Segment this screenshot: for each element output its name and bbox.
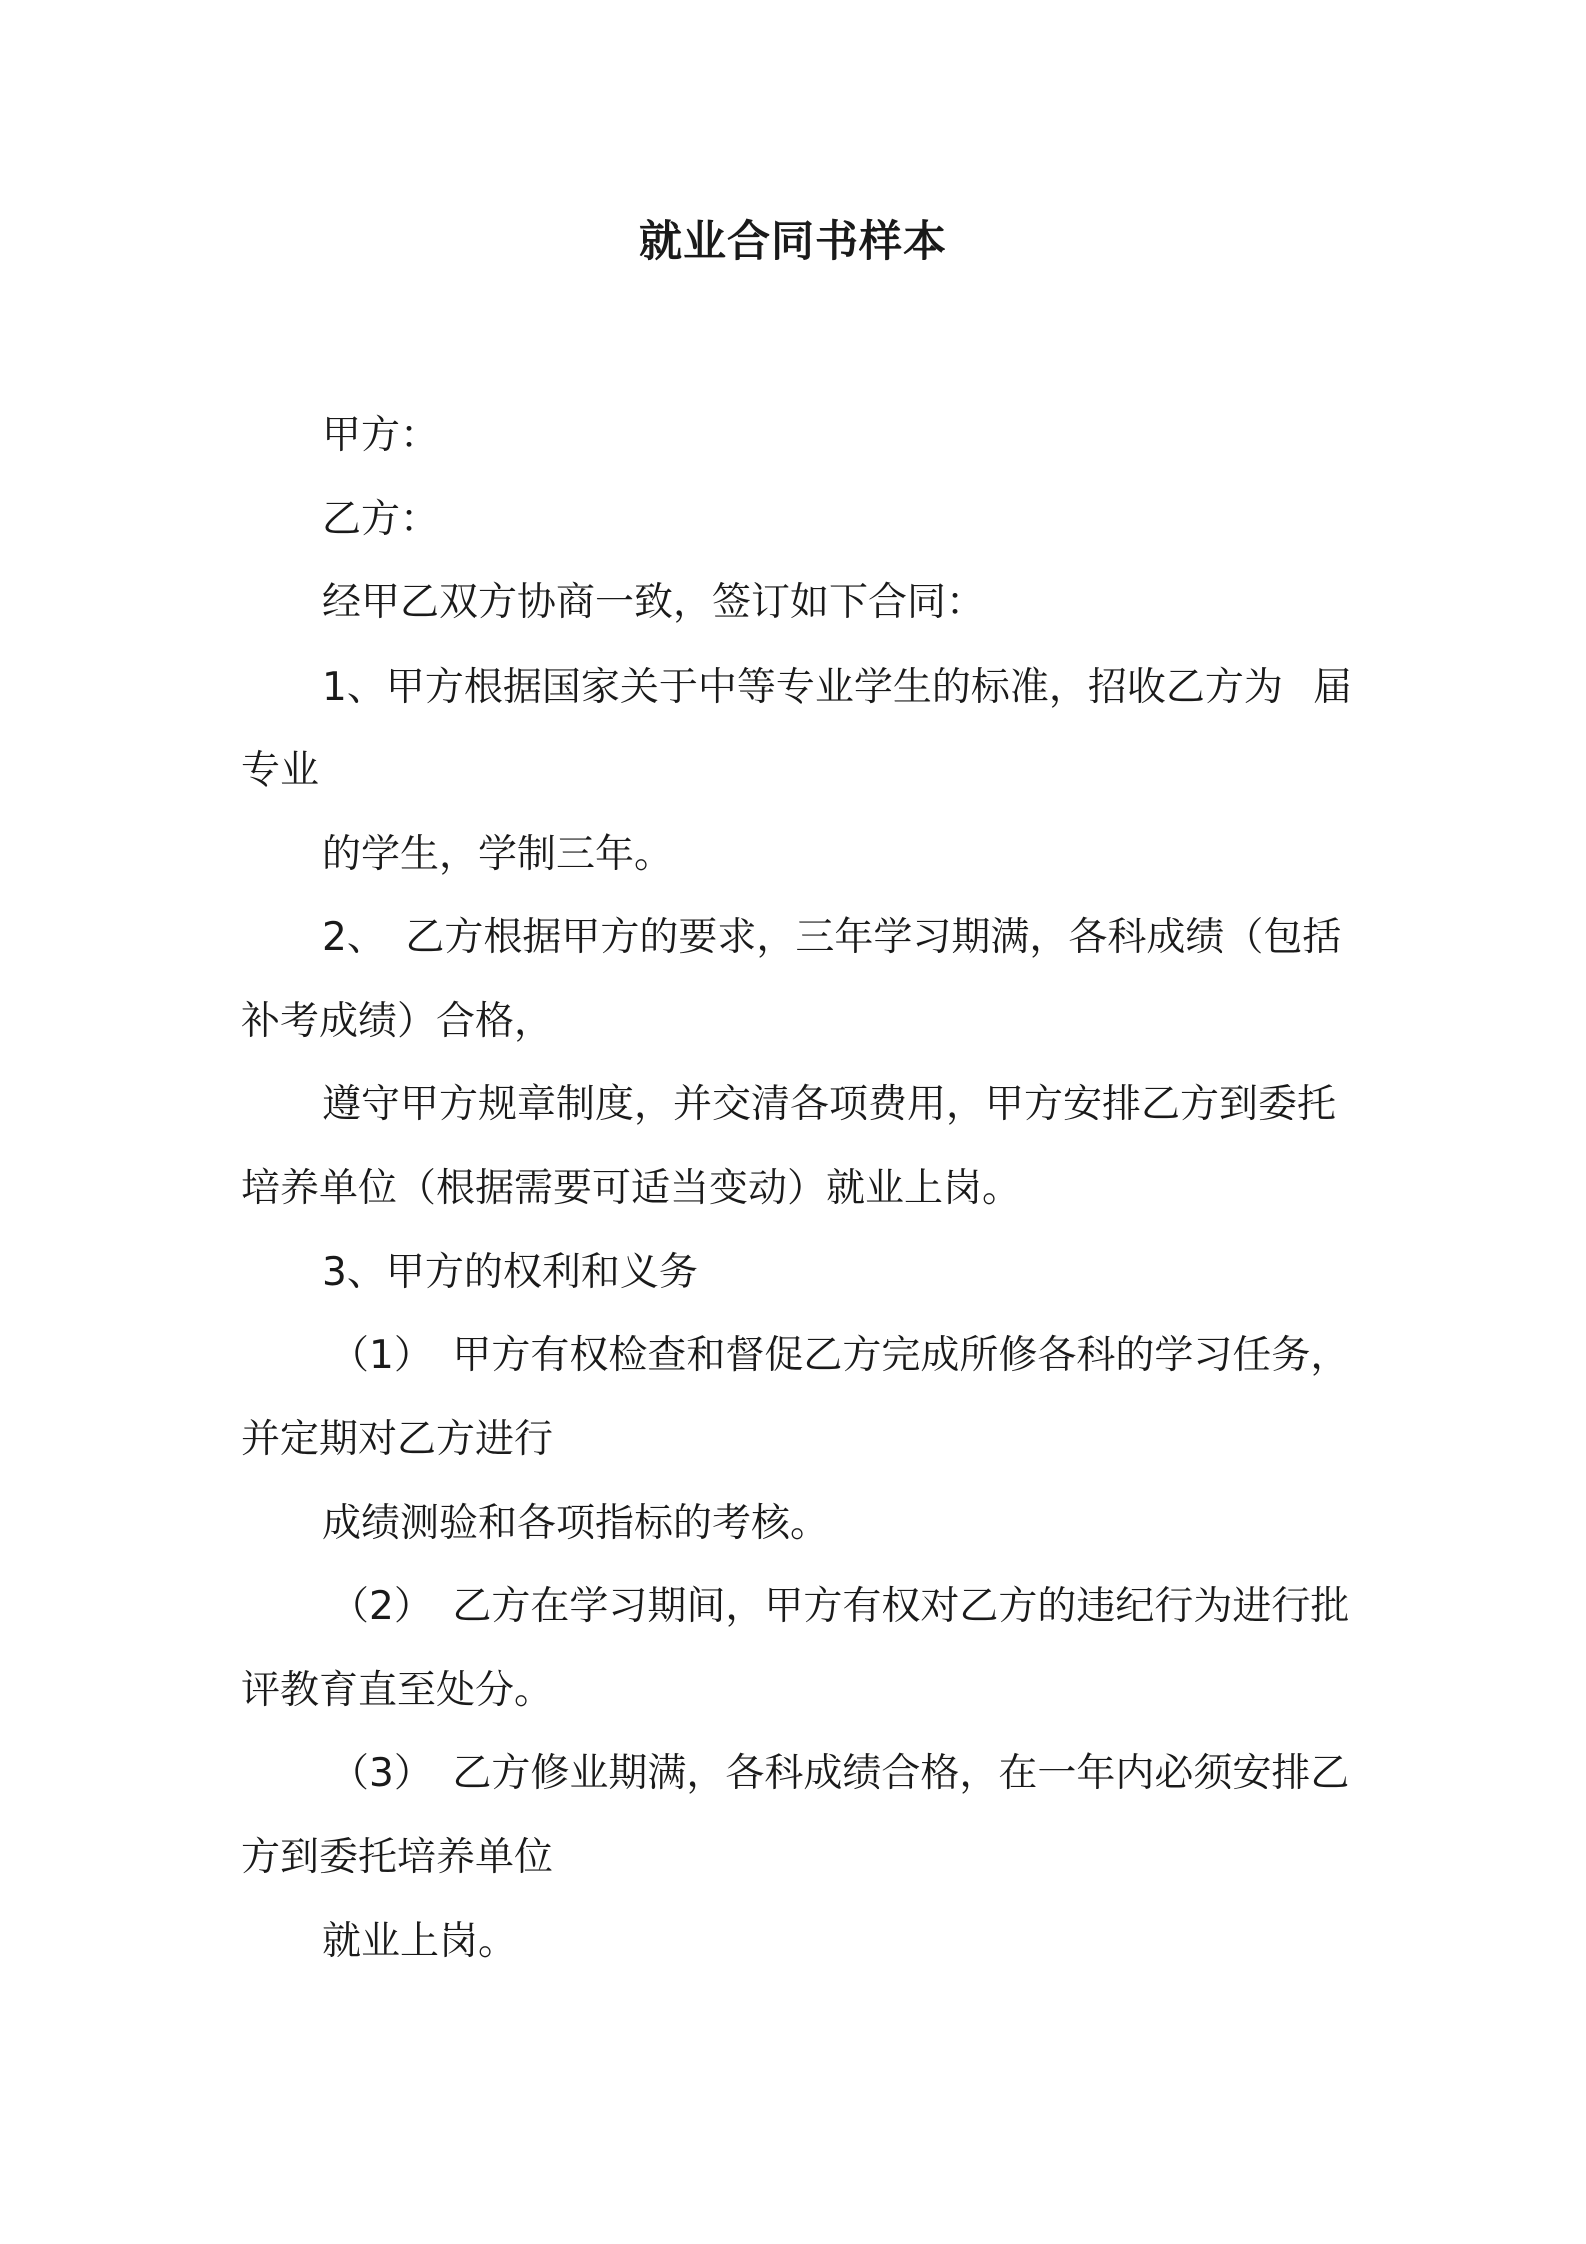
- clause3-2-line2: 评教育直至处分。: [241, 1668, 554, 1713]
- clause3-1-line1: （1） 甲方有权检查和督促乙方完成所修各科的学习任务，: [330, 1333, 1350, 1378]
- clause3-3-line3: 就业上岗。: [322, 1919, 518, 1964]
- clause1-line1-end: 届: [1312, 665, 1352, 710]
- clause1-line2: 专业: [241, 748, 320, 793]
- clause3-3-line2: 方到委托培养单位: [241, 1835, 554, 1880]
- clause2-line4: 培养单位（根据需要可适当变动）就业上岗。: [241, 1166, 1022, 1211]
- party-a-label: 甲方：: [322, 413, 440, 458]
- clause3-1-line2: 并定期对乙方进行: [241, 1417, 554, 1462]
- clause2-line3: 遵守甲方规章制度，并交清各项费用，甲方安排乙方到委托: [322, 1082, 1337, 1127]
- clause1-line1: [322, 660, 1352, 716]
- party-b-label: 乙方：: [322, 497, 440, 542]
- intro-text: 经甲乙双方协商一致，签订如下合同：: [322, 580, 986, 625]
- clause2-line1: 2、 乙方根据甲方的要求，三年学习期满，各科成绩（包括: [322, 915, 1342, 960]
- clause3-1-line3: 成绩测验和各项指标的考核。: [322, 1501, 830, 1546]
- clause3-heading: 3、甲方的权利和义务: [322, 1250, 698, 1295]
- clause1-line3: 的学生，学制三年。: [322, 832, 674, 877]
- clause3-2-line1: （2） 乙方在学习期间，甲方有权对乙方的违纪行为进行批: [330, 1584, 1350, 1629]
- clause1-line1-main: 1、甲方根据国家关于中等专业学生的标准，招收乙方为: [322, 665, 1283, 710]
- clause3-3-line1: （3） 乙方修业期满，各科成绩合格，在一年内必须安排乙: [330, 1751, 1350, 1796]
- clause2-line2: 补考成绩）合格，: [241, 999, 554, 1044]
- document-title: 就业合同书样本: [639, 217, 947, 267]
